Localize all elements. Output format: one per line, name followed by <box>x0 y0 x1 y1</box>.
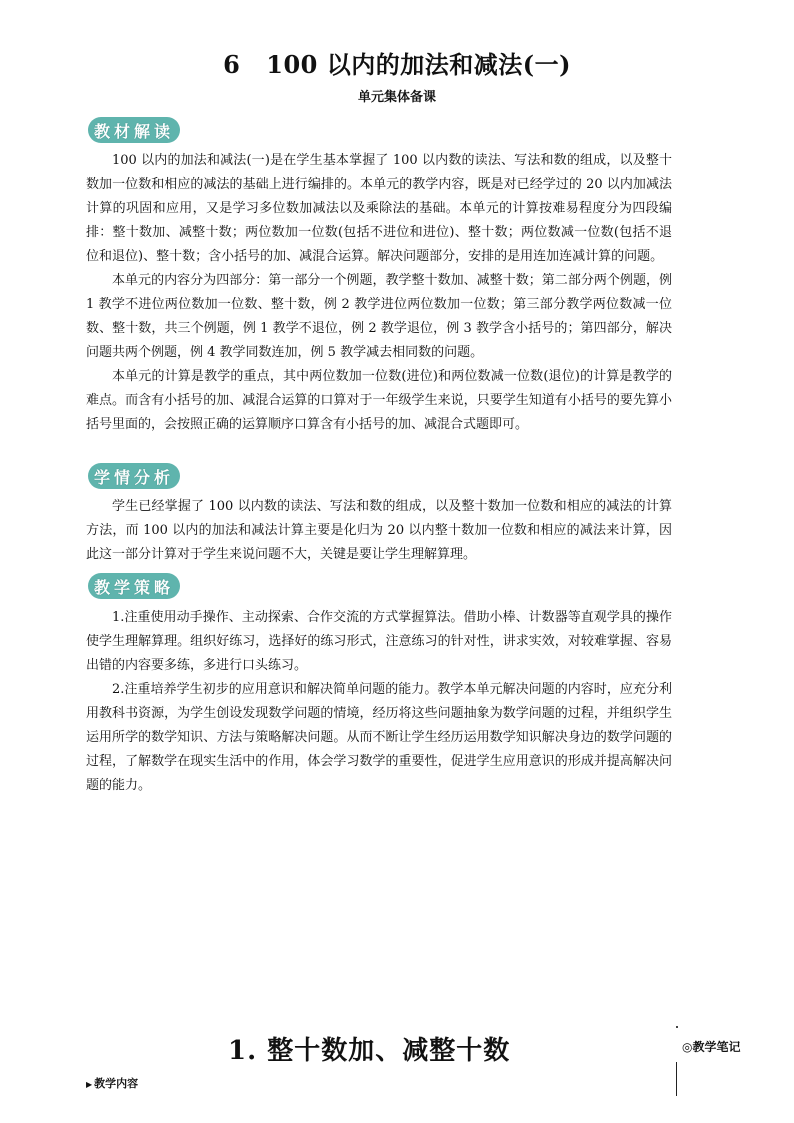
triangle-icon: ▶ <box>86 1080 93 1089</box>
teaching-notes-label: ◎教学笔记 <box>682 1040 741 1054</box>
section-badge-label: 教材解读 <box>93 121 174 141</box>
paragraph: 100 以内的加法和减法(一)是在学生基本掌握了 100 以内数的读法、写法和数的组成，以及整十数加一位数和相应的减法的基础上进行编排的。本单元的教学内容，既是对已经学过的 20 以内加减法计算的巩固和应用，又是学习多位数加减法以及乘除法的基础。本单元的计算按难易程度分为四段编排：整十数加、减整十数；两位数加一位数(包括不进位和进位)、整十数；两位数减一位数(包括不退位和退位)、整十数；含小括号的加、减混合运算。解决问题部分，安排的是用连加连减计算的问题。 <box>86 153 672 264</box>
lesson-title: 1. 整十数加、减整十数 <box>228 1036 511 1066</box>
paragraph: 2.注重培养学生初步的应用意识和解决简单问题的能力。教学本单元解决问题的内容时，应充分利用教科书资源，为学生创设发现数学问题的情境，经历将这些问题抽象为数学问题的过程，并组织学生运用所学的数学知识、方法与策略解决问题。从而不断让学生经历运用数学知识解决身边的数学问题的过程，了解数学在现实生活中的作用，体会学习数学的重要性，促进学生应用意识的形成并提高解决问题的能力。 <box>86 682 672 793</box>
section-strategy-body <box>86 606 672 798</box>
section-badge-student <box>88 463 180 489</box>
section-textbook-body <box>86 149 672 437</box>
unit-number: 6 <box>223 50 241 79</box>
section-badge-label: 教学策略 <box>93 577 174 597</box>
unit-subtitle: 单元集体备课 <box>357 90 436 105</box>
section-badge-strategy <box>88 573 180 599</box>
paragraph: 学生已经掌握了 100 以内数的读法、写法和数的组成，以及整十数加一位数和相应的减法的计算方法，而 100 以内的加法和减法计算主要是化归为 20 以内整十数加一位数和相应的减法来计算，因此这一部分计算对于学生来说问题不大，关键是要让学生理解算理。 <box>86 499 672 562</box>
section-badge-label: 学情分析 <box>93 467 174 487</box>
teaching-content-text: 教学内容 <box>94 1077 139 1090</box>
section-student-body <box>86 495 672 567</box>
section-badge-textbook <box>88 117 180 143</box>
unit-title <box>0 45 794 80</box>
paragraph: 本单元的内容分为四部分：第一部分一个例题，教学整十数加、减整十数；第二部分两个例题，例 1 教学不进位两位数加一位数、整十数，例 2 教学进位两位数加一位数；第三部分教学两位数减一位数、整十数，共三个例题，例 1 教学不退位，例 2 教学退位，例 3 教学含小括号的；第四部分，解决问题共两个例题，例 4 教学同数连加，例 5 教学减去相同数的问题。 <box>86 273 672 360</box>
note-dot <box>676 1026 678 1028</box>
notes-margin-line <box>676 1062 677 1096</box>
paragraph: 1.注重使用动手操作、主动探索、合作交流的方式掌握算法。借助小棒、计数器等直观学具的操作使学生理解算理。组织好练习，选择好的练习形式，注意练习的针对性，讲求实效，对较难掌握、容易出错的内容要多练，多进行口头练习。 <box>86 610 672 673</box>
unit-title-text: 100 以内的加法和减法(一) <box>266 50 571 79</box>
teaching-content-label <box>86 1075 138 1091</box>
paragraph: 本单元的计算是教学的重点，其中两位数加一位数(进位)和两位数减一位数(退位)的计算是教学的难点。而含有小括号的加、减混合运算的口算对于一年级学生来说，只要学生知道有小括号的要先算小括号里面的，会按照正确的运算顺序口算含有小括号的加、减混合式题即可。 <box>86 369 672 432</box>
